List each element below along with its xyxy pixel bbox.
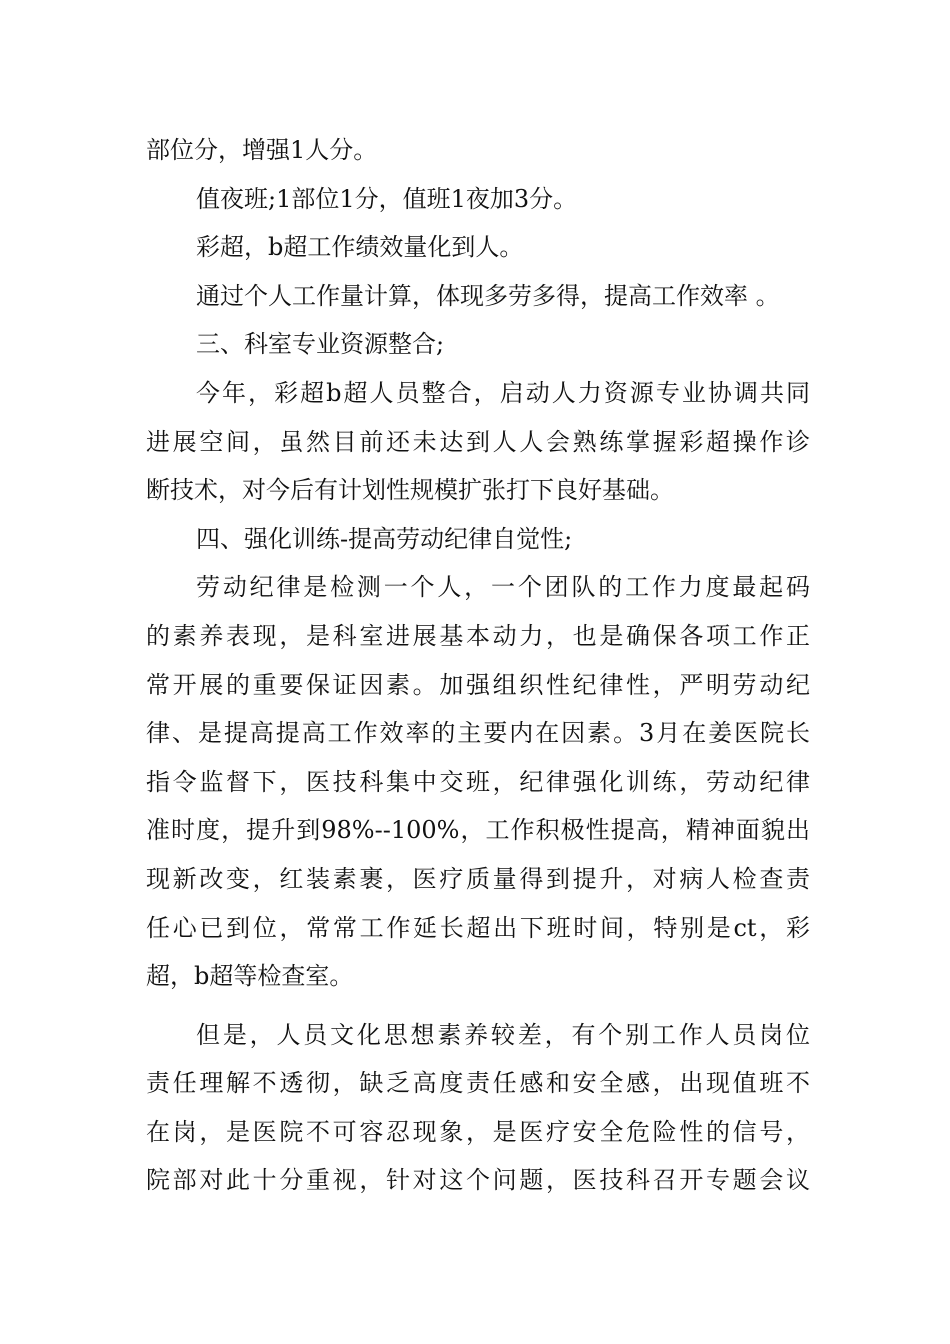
text-line: 但是，人员文化思想素养较差，有个别工作人员岗位 <box>196 1020 810 1049</box>
text-line: 准时度，提升到98%--100%，工作积极性提高，精神面貌出 <box>146 816 810 845</box>
text-line: 超，b超等检查室。 <box>146 962 354 991</box>
section-heading: 四、强化训练-提高劳动纪律自觉性; <box>196 524 573 553</box>
text-line: 任心已到位，常常工作延长超出下班时间，特别是ct，彩 <box>146 913 810 942</box>
text-line: 的素养表现，是科室进展基本动力，也是确保各项工作正 <box>146 621 810 650</box>
text-line: 在岗，是医院不可容忍现象，是医疗安全危险性的信号， <box>146 1117 810 1146</box>
text-line: 断技术，对今后有计划性规模扩张打下良好基础。 <box>146 476 674 505</box>
text-line: 通过个人工作量计算，体现多劳多得，提高工作效率 。 <box>196 281 780 310</box>
text-line: 部位分，增强1人分。 <box>146 136 378 164</box>
text-line: 责任理解不透彻，缺乏高度责任感和安全感，出现值班不 <box>146 1069 810 1098</box>
text-line: 劳动纪律是检测一个人，一个团队的工作力度最起码 <box>196 573 810 602</box>
text-line: 律、是提高提高工作效率的主要内在因素。3月在姜医院长 <box>146 719 810 748</box>
text-line: 常开展的重要保证因素。加强组织性纪律性，严明劳动纪 <box>146 670 810 699</box>
text-line: 今年，彩超b超人员整合，启动人力资源专业协调共同 <box>196 378 810 407</box>
text-line: 指令监督下，医技科集中交班，纪律强化训练，劳动纪律 <box>146 767 810 796</box>
text-line: 现新改变，红装素裹，医疗质量得到提升，对病人检查责 <box>146 864 810 893</box>
document-body <box>146 126 810 1205</box>
text-line: 进展空间，虽然目前还未达到人人会熟练掌握彩超操作诊 <box>146 427 810 456</box>
text-line: 彩超，b超工作绩效量化到人。 <box>196 233 524 262</box>
text-line: 值夜班;1部位1分，值班1夜加3分。 <box>196 184 578 213</box>
paragraph-gap <box>146 1001 810 1011</box>
text-line: 院部对此十分重视，针对这个问题，医技科召开专题会议 <box>146 1166 810 1195</box>
section-heading: 三、科室专业资源整合; <box>196 330 445 359</box>
